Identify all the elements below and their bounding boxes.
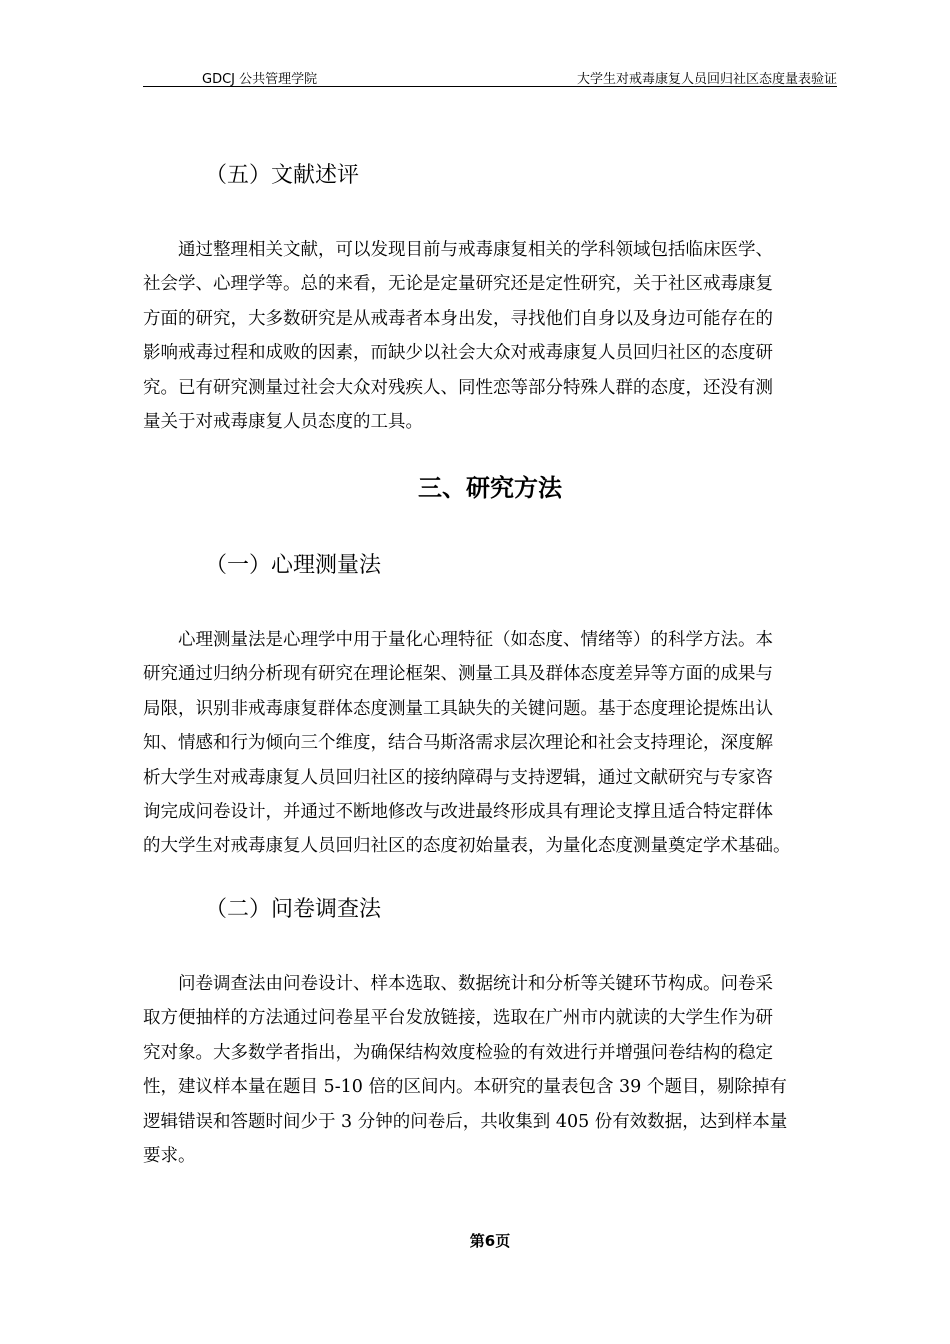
section-5-title: （五）文献述评: [205, 163, 360, 188]
paragraph-line: 心理测量法是心理学中用于量化心理特征（如态度、情绪等）的科学方法。本: [178, 630, 773, 650]
chapter-title: 三、研究方法: [418, 474, 562, 502]
page-number: 第6页: [469, 1232, 511, 1250]
paragraph-line: 问卷调查法由问卷设计、样本选取、数据统计和分析等关键环节构成。问卷采: [178, 974, 773, 994]
paragraph-line: 询完成问卷设计，并通过不断地修改与改进最终形成具有理论支撑且适合特定群体: [143, 802, 773, 823]
paragraph-line: 社会学、心理学等。总的来看，无论是定量研究还是定性研究，关于社区戒毒康复: [143, 274, 773, 295]
header-divider: [143, 86, 837, 87]
paragraph-line: 方面的研究，大多数研究是从戒毒者本身出发，寻找他们自身以及身边可能存在的: [143, 308, 773, 329]
section-5-paragraph: [143, 233, 837, 439]
paragraph-line: 逻辑错误和答题时间少于 3 分钟的问卷后，共收集到 405 份有效数据，达到样本量: [143, 1111, 788, 1132]
paragraph-line: 知、情感和行为倾向三个维度，结合马斯洛需求层次理论和社会支持理论，深度解: [143, 733, 773, 754]
paragraph-line: 取方便抽样的方法通过问卷星平台发放链接，选取在广州市内就读的大学生作为研: [143, 1008, 773, 1029]
paragraph-line: 究。已有研究测量过社会大众对残疾人、同性恋等部分特殊人群的态度，还没有测: [143, 377, 773, 398]
paragraph-line: 究对象。大多数学者指出，为确保结构效度检验的有效进行并增强问卷结构的稳定: [143, 1042, 773, 1063]
paragraph-line: 量关于对戒毒康复人员态度的工具。: [143, 412, 423, 433]
header-left-text: GDCJ 公共管理学院: [202, 72, 318, 87]
paragraph-line: 的大学生对戒毒康复人员回归社区的态度初始量表，为量化态度测量奠定学术基础。: [143, 836, 791, 857]
method-1-title: （一）心理测量法: [205, 553, 382, 578]
method-1-paragraph: [143, 623, 837, 864]
paragraph-line: 通过整理相关文献，可以发现目前与戒毒康复相关的学科领域包括临床医学、: [178, 240, 773, 260]
paragraph-line: 影响戒毒过程和成败的因素，而缺少以社会大众对戒毒康复人员回归社区的态度研: [143, 343, 773, 364]
method-2-paragraph: [143, 967, 837, 1173]
paragraph-line: 析大学生对戒毒康复人员回归社区的接纳障碍与支持逻辑，通过文献研究与专家咨: [143, 767, 773, 788]
paragraph-line: 研究通过归纳分析现有研究在理论框架、测量工具及群体态度差异等方面的成果与: [143, 664, 773, 685]
header-right-text: 大学生对戒毒康复人员回归社区态度量表验证: [576, 72, 837, 87]
paragraph-line: 性，建议样本量在题目 5-10 倍的区间内。本研究的量表包含 39 个题目，剔除掉有: [143, 1077, 787, 1098]
paragraph-line: 要求。: [143, 1146, 196, 1167]
method-2-title: （二）问卷调查法: [205, 897, 382, 922]
paragraph-line: 局限，识别非戒毒康复群体态度测量工具缺失的关键问题。基于态度理论提炼出认: [143, 698, 773, 719]
